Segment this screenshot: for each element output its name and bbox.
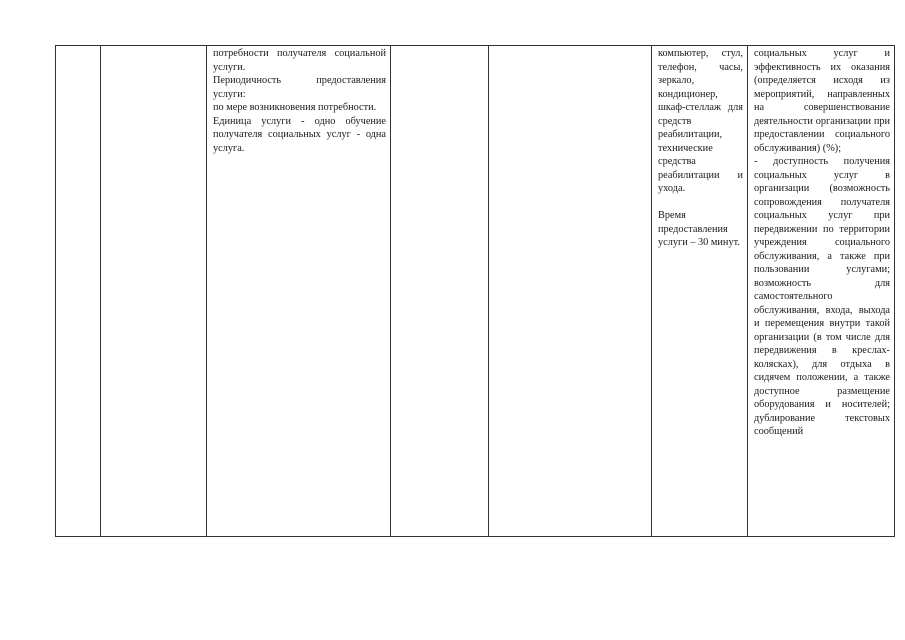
cell-service-name bbox=[101, 46, 207, 537]
cell-empty bbox=[489, 46, 652, 537]
periodicity-value: по мере возникновения потребности. bbox=[213, 102, 377, 113]
service-duration: Время предоставления услуги – 30 минут. bbox=[658, 210, 740, 248]
paragraph-gap bbox=[658, 196, 743, 210]
equipment-list: компьютер, стул, телефон, часы, зеркало, кондиционер, шкаф-стеллаж для средств реабилитации, технические средства реабилитации и ухода. bbox=[658, 48, 743, 194]
cell-conditions bbox=[652, 46, 748, 537]
cell-service-description bbox=[207, 46, 391, 537]
cell-number bbox=[56, 46, 101, 537]
indicator-accessibility: - доступность получения социальных услуг в организации (возможность сопровождения получателя социальных услуг при передвижении по территории учреждения социального обслуживания, а также при пользовании услугами; возможность для самостоятельного обслуживания, входа, выхода и перемещения внутри такой организации (в том числе для передвижения в креслах-колясках), для отдыха в сидячем положении, а также доступное размещение оборудования и носителей; дублирование текстовых сообщений bbox=[754, 156, 890, 437]
indicator-efficiency: социальных услуг и эффективность их оказания (определяется исходя из мероприятий, направленных на совершенствование деятельности организации при предоставлении социального обслуживания) (%); bbox=[754, 48, 890, 154]
table-row bbox=[56, 46, 895, 537]
services-table bbox=[55, 45, 895, 537]
service-unit: Единица услуги - одно обучение получателя социальных услуг - одна услуга. bbox=[213, 115, 386, 154]
periodicity-label: Периодичность предоставления услуги: bbox=[213, 75, 386, 100]
description-paragraph: потребности получателя социальной услуги. bbox=[213, 48, 386, 73]
cell-empty bbox=[391, 46, 489, 537]
cell-quality-indicators bbox=[748, 46, 895, 537]
